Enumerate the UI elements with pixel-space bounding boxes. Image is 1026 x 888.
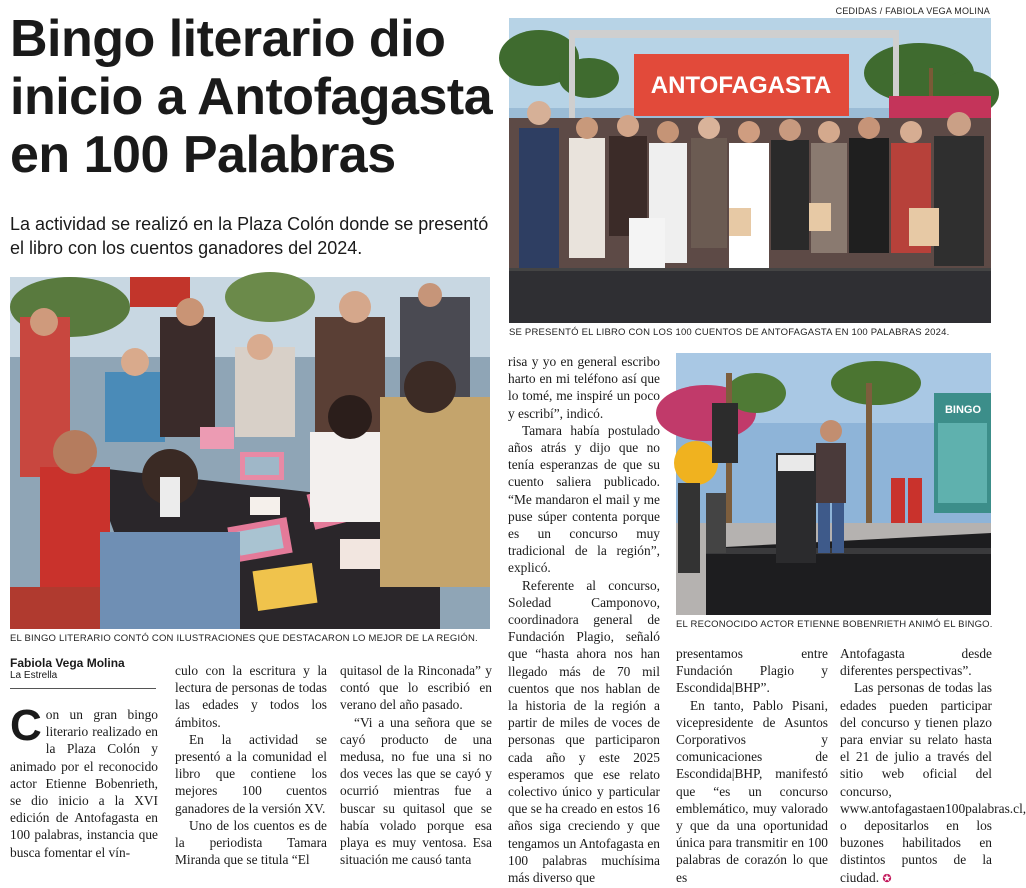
body-column-3 [340,662,492,868]
headline: Bingo literario dio inicio a Antofagasta en 100 Palabras [10,10,493,184]
bingo-photo [10,277,490,629]
col2-paragraph-1: culo con la escritura y la lectura de personas de todas las edades y todos los ámbitos. [175,663,327,730]
col2-paragraph-2: En la actividad se presentó a la comunidad el libro que contiene los mejores 100 cuentos ganadores de la versión XV. [175,731,327,816]
body-column-6 [840,645,1026,888]
col3-paragraph-1: quitasol de la Rinconada” y contó que lo escribió en verano del año pasado. [340,663,492,713]
col4-paragraph-1: risa y yo en general escribo harto en mi teléfono así que lo tomé, me inspiré un poco y escribí”, indicó. [508,354,660,421]
screen-text: BINGO [944,404,982,416]
body-column-5 [676,645,828,886]
photo-credit: CEDIDAS / FABIOLA VEGA MOLINA [835,6,990,16]
col4-paragraph-3: Referente al concurso, Soledad Camponovo, coordinadora general de Fundación Plagio, señaló que “hasta ahora nos han llegado más de 70 mil cuentos que nos hablan de la historia de la región a partir de miles de voces de personas que participaron cada año y este 2025 esperamos que ese relato colectivo único y particular que se ha creado en estos 16 años siga creciendo y que tengamos un Antofagasta en 100 palabras muchísima más diverso que [508,577,660,886]
body-column-4 [508,353,660,886]
col6-paragraph-2: Las personas de todas las edades pueden participar del concurso y tienen plazo para enviar su relato hasta el 21 de julio a través del sitio web oficial del concurso, www.antofagastaen100palabras.cl, o depositarlos en los buzones habilitados en distintos puntos de la ciudad. [840,680,1026,885]
actor-photo [676,353,991,615]
banner-text: ANTOFAGASTA [650,72,832,99]
group-photo [509,18,991,323]
byline-outlet: La Estrella [10,670,58,681]
col6-paragraph-1: Antofagasta desde diferentes perspectivas”. [840,646,992,679]
drop-cap: C [10,701,42,750]
group-photo-caption: SE PRESENTÓ EL LIBRO CON LOS 100 CUENTOS DE ANTOFAGASTA EN 100 PALABRAS 2024. [509,327,950,338]
byline-rule [10,688,156,689]
subheadline: La actividad se realizó en la Plaza Colón donde se presentó el libro con los cuentos ganadores del 2024. [10,214,489,258]
bingo-photo-caption: EL BINGO LITERARIO CONTÓ CON ILUSTRACIONES QUE DESTACARON LO MEJOR DE LA REGIÓN. [10,633,478,644]
end-mark-icon: ✪ [882,872,892,885]
body-column-1 [10,701,158,861]
body-column-2 [175,662,327,868]
col5-paragraph-1: presentamos entre Fundación Plagio y Escondida|BHP”. [676,646,828,696]
col3-paragraph-2: “Vi a una señora que se cayó producto de una medusa, no fue una si no dos veces las que se cayó y ocurrió mientras fue a buscar su quitasol que se había volado porque esa playa es muy ventosa. Esa situación me causó tanta [340,714,492,868]
col2-paragraph-3: Uno de los cuentos es de la periodista Tamara Miranda que se titula “El [175,817,327,868]
col1-paragraph-1: on un gran bingo literario realizado en la Plaza Colón y animado por el reconocido actor Etienne Bobenrieth, se dio inicio a la XVI edición de Antofagasta en 100 palabras, instancia que busca fomentar el vín- [10,707,158,860]
col5-paragraph-2: En tanto, Pablo Pisani, vicepresidente de Asuntos Corporativos y comunicaciones de Escondida|BHP, manifestó que “es un concurso emblemático, muy valorado y que da una oportunidad única para transmitir en 100 palabras de corazón lo que es [676,697,828,885]
col4-paragraph-2: Tamara había postulado años atrás y dijo que no tenía esperanzas de que su cuento saliera publicado. “Me mandaron el mail y me puse súper contenta porque es un concurso muy tradicional de la región”, explicó. [508,422,660,576]
actor-photo-caption: EL RECONOCIDO ACTOR ETIENNE BOBENRIETH ANIMÓ EL BINGO. [676,619,993,630]
byline-author: Fabiola Vega Molina [10,656,125,670]
